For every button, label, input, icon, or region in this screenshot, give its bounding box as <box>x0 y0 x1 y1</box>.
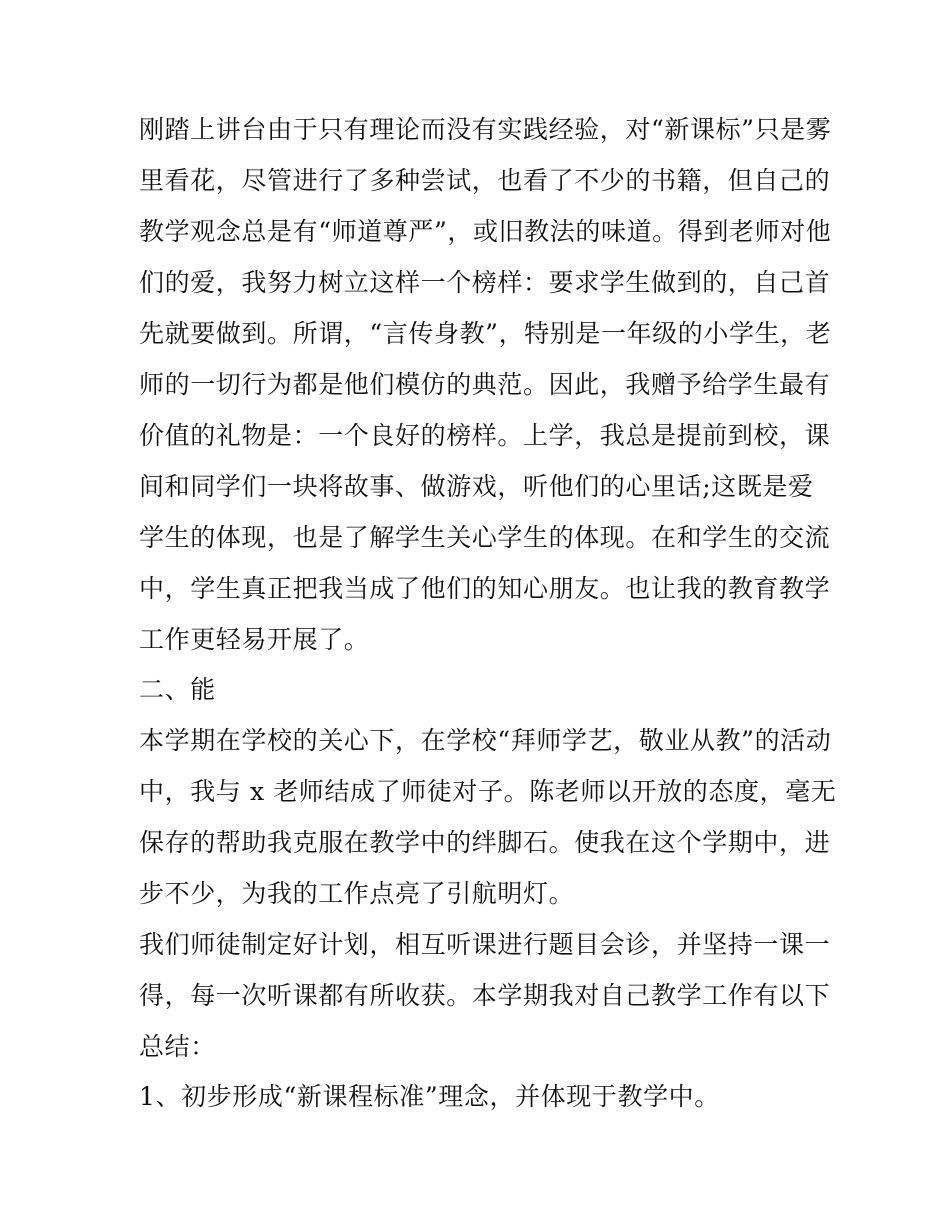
text-line: 教学观念总是有“师道尊严”，或旧教法的味道。得到老师对他 <box>139 217 832 246</box>
text-line: 中，学生真正把我当成了他们的知心朋友。也让我的教育教学 <box>139 574 831 603</box>
text-line: 工作更轻易开展了。 <box>139 625 370 654</box>
text-line: 保存的帮助我克服在教学中的绊脚石。使我在这个学期中，进 <box>139 828 831 857</box>
text-line: 间和同学们一块将故事、做游戏，听他们的心里话;这既是爱 <box>139 472 814 501</box>
text-line: 我们师徒制定好计划，相互听课进行题目会诊，并坚持一课一 <box>139 930 831 959</box>
text-line: 价值的礼物是：一个良好的榜样。上学，我总是提前到校，课 <box>139 421 831 450</box>
text-line: 们的爱，我努力树立这样一个榜样：要求学生做到的，自己首 <box>139 268 831 297</box>
list-item: 1、初步形成“新课程标准”理念，并体现于教学中。 <box>139 1082 720 1111</box>
text-line: 总结： <box>139 1032 216 1061</box>
text-line: 先就要做到。所谓，“言传身教”，特别是一年级的小学生，老 <box>139 319 832 348</box>
text-line: 步不少，为我的工作点亮了引航明灯。 <box>139 879 575 908</box>
text-line: 刚踏上讲台由于只有理论而没有实践经验，对“新课标”只是雾 <box>139 115 832 144</box>
text-line: 得，每一次听课都有所收获。本学期我对自己教学工作有以下 <box>139 981 831 1010</box>
section-heading: 二、能 <box>139 675 216 704</box>
text-line: 学生的体现，也是了解学生关心学生的体现。在和学生的交流 <box>139 523 831 552</box>
text-line: 里看花，尽管进行了多种尝试，也看了不少的书籍，但自己的 <box>139 166 831 195</box>
text-line: 本学期在学校的关心下，在学校“拜师学艺，敬业从教”的活动 <box>139 726 832 755</box>
text-line: 师的一切行为都是他们模仿的典范。因此，我赠予给学生最有 <box>139 370 831 399</box>
text-line: 中，我与 x 老师结成了师徒对子。陈老师以开放的态度，毫无 <box>139 777 837 806</box>
